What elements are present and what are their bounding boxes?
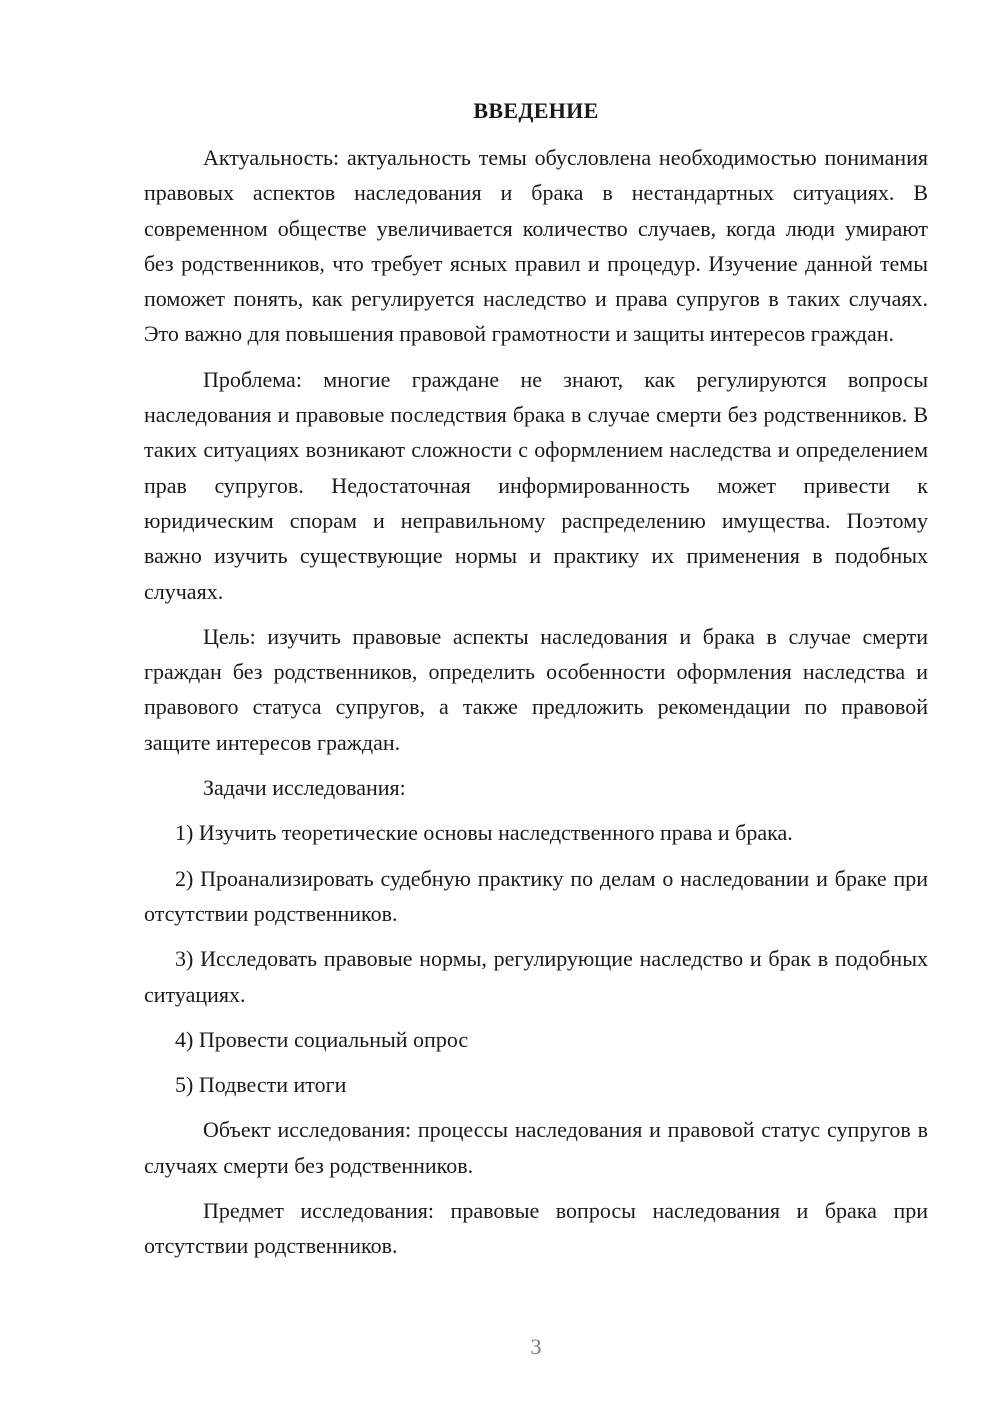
paragraph-goal: Цель: изучить правовые аспекты наследования и брака в случае смерти граждан без родственников, определить особенности оформления наследства и правового статуса супругов, а также предложить рекомендации по правовой защите интересов граждан. — [144, 623, 928, 755]
paragraph-subject: Предмет исследования: правовые вопросы наследования и брака при отсутствии родственников. — [144, 1198, 928, 1259]
paragraph-problem: Проблема: многие граждане не знают, как регулируются вопросы наследования и правовые последствия брака в случае смерти без родственников. В таких ситуациях возникают сложности с оформлением наследства и определением прав супругов. Недостаточная информированность может привести к юридическим спорам и неправильному распределению имущества. Поэтому важно изучить существующие нормы и практику их применения в подобных случаях. — [144, 366, 928, 604]
task-item-1: 1) Изучить теоретические основы наследственного права и брака. — [175, 820, 793, 846]
task-item-2: 2) Проанализировать судебную практику по делам о наследовании и браке при отсутствии родственников. — [144, 865, 928, 926]
page-number: 3 — [530, 1334, 542, 1359]
task-item-3: 3) Исследовать правовые нормы, регулирующие наследство и брак в подобных ситуациях. — [144, 946, 928, 1007]
section-title: ВВЕДЕНИЕ — [473, 98, 599, 123]
paragraph-relevance: Актуальность: актуальность темы обусловлена необходимостью понимания правовых аспектов наследования и брака в нестандартных ситуациях. В современном обществе увеличивается количество случаев, когда люди умирают без родственников, что требует ясных правил и процедур. Изучение данной темы поможет понять, как регулируется наследство и права супругов в таких случаях. Это важно для повышения правовой грамотности и защиты интересов граждан. — [144, 145, 928, 347]
task-item-5: 5) Подвести итоги — [175, 1072, 347, 1098]
paragraph-object: Объект исследования: процессы наследования и правовой статус супругов в случаях смерти без родственников. — [144, 1117, 928, 1178]
paragraph-tasks-heading: Задачи исследования: — [203, 775, 406, 801]
document-body — [144, 140, 928, 1274]
task-item-4: 4) Провести социальный опрос — [175, 1026, 469, 1052]
